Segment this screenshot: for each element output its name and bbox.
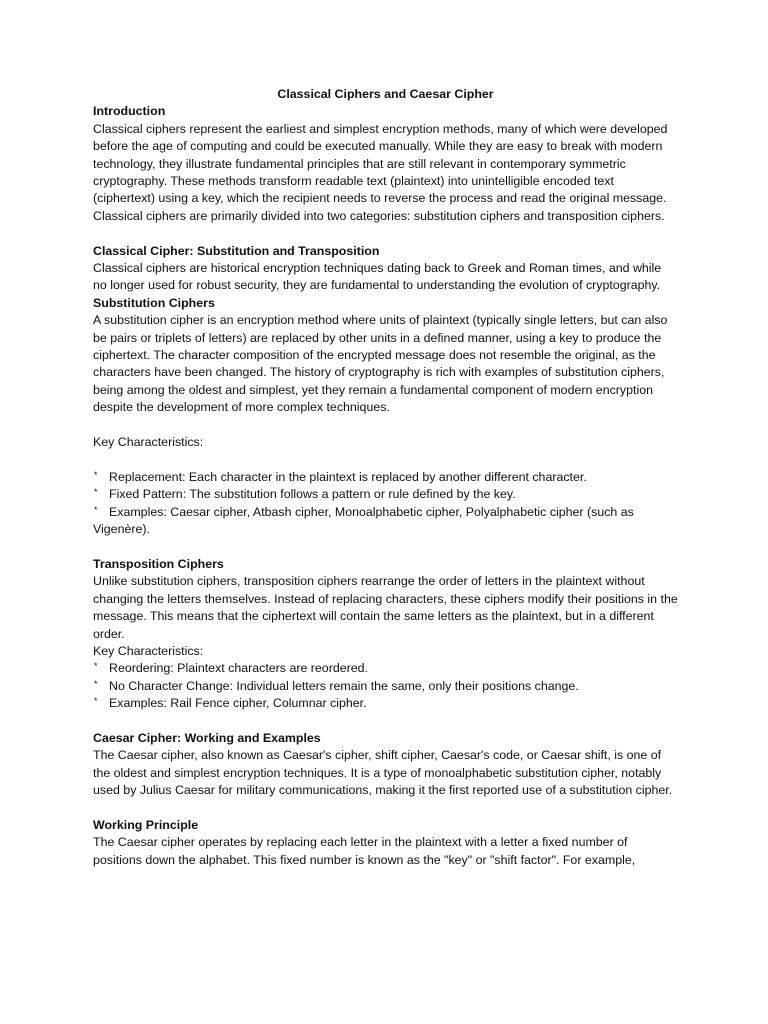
transposition-heading: Transposition Ciphers — [93, 556, 224, 571]
list-item-text: Examples: Caesar cipher, Atbash cipher, Monoalphabetic cipher, Polyalphabetic cipher (such as Vigenère). — [93, 504, 634, 537]
substitution-bullet-list — [93, 469, 678, 539]
transposition-body: Unlike substitution ciphers, transposition ciphers rearrange the order of letters in the plaintext without changing the letters themselves. Instead of replacing characters, these ciphers modify their positions in the message. This means that the ciphertext will contain the same letters as the plaintext, but in a different order. — [93, 574, 678, 641]
bullet-icon: * — [94, 696, 98, 707]
substitution-key-label: Key Characteristics: — [93, 435, 204, 450]
spacer — [93, 713, 678, 730]
classical-heading: Classical Cipher: Substitution and Transposition — [93, 243, 380, 258]
substitution-body: A substitution cipher is an encryption method where units of plaintext (typically single letters, but can also be pairs or triplets of letters) are replaced by other units in a defined manner, using a key to produce the ciphertext. The character composition of the encrypted message does not resemble the original, as the characters have been changed. The history of cryptography is rich with examples of substitution ciphers, being among the oldest and simplest, yet they remain a fundamental component of modern encryption despite the development of more complex techniques. — [93, 313, 668, 415]
list-item — [93, 678, 678, 695]
intro-body: Classical ciphers represent the earliest and simplest encryption methods, many of which were developed before the age of computing and could be executed manually. While they are easy to break with modern technology, they illustrate fundamental principles that are still relevant in contemporary symmetric cryptography. These methods transform readable text (plaintext) into unintelligible encoded text (ciphertext) using a key, which the recipient needs to reverse the process and read the original message. Classical ciphers are primarily divided into two categories: substitution ciphers and transposition ciphers. — [93, 121, 668, 223]
list-item — [93, 660, 678, 677]
bullet-icon: * — [94, 504, 98, 515]
spacer — [93, 417, 678, 434]
caesar-heading: Caesar Cipher: Working and Examples — [93, 730, 321, 745]
list-item-text: Fixed Pattern: The substitution follows a pattern or rule defined by the key. — [109, 487, 516, 502]
substitution-heading: Substitution Ciphers — [93, 295, 215, 310]
spacer — [93, 539, 678, 556]
document-title: Classical Ciphers and Caesar Cipher — [277, 87, 494, 101]
caesar-body: The Caesar cipher, also known as Caesar's cipher, shift cipher, Caesar's code, or Caesar shift, is one of the oldest and simplest encryption techniques. It is a type of monoalphabetic substitution cipher, notably used by Julius Caesar for military communications, making it the first reported use of a substitution cipher. — [93, 748, 673, 798]
spacer — [93, 452, 678, 469]
list-item — [93, 486, 678, 503]
spacer — [93, 225, 678, 242]
list-item-text: No Character Change: Individual letters remain the same, only their positions change. — [109, 678, 579, 693]
working-body: The Caesar cipher operates by replacing each letter in the plaintext with a letter a fixed number of positions down the alphabet. This fixed number is known as the "key" or "shift factor". For example, — [93, 835, 636, 867]
transposition-key-label: Key Characteristics: — [93, 643, 204, 658]
classical-body: Classical ciphers are historical encryption techniques dating back to Greek and Roman times, and while no longer used for robust security, they are fundamental to understanding the evolution of cryptography. — [93, 261, 662, 293]
list-item-text: Reordering: Plaintext characters are reordered. — [109, 661, 368, 676]
list-item-text: Examples: Rail Fence cipher, Columnar cipher. — [109, 696, 367, 711]
bullet-icon: * — [94, 469, 98, 480]
list-item — [93, 695, 678, 712]
transposition-bullet-list — [93, 660, 678, 712]
bullet-icon: * — [94, 487, 98, 498]
working-heading: Working Principle — [93, 817, 199, 832]
bullet-icon: * — [94, 678, 98, 689]
spacer — [93, 800, 678, 817]
list-item — [93, 504, 678, 539]
list-item — [93, 469, 678, 486]
intro-heading: Introduction — [93, 104, 166, 119]
list-item-text: Replacement: Each character in the plaintext is replaced by another different character. — [109, 469, 587, 484]
bullet-icon: * — [94, 661, 98, 672]
